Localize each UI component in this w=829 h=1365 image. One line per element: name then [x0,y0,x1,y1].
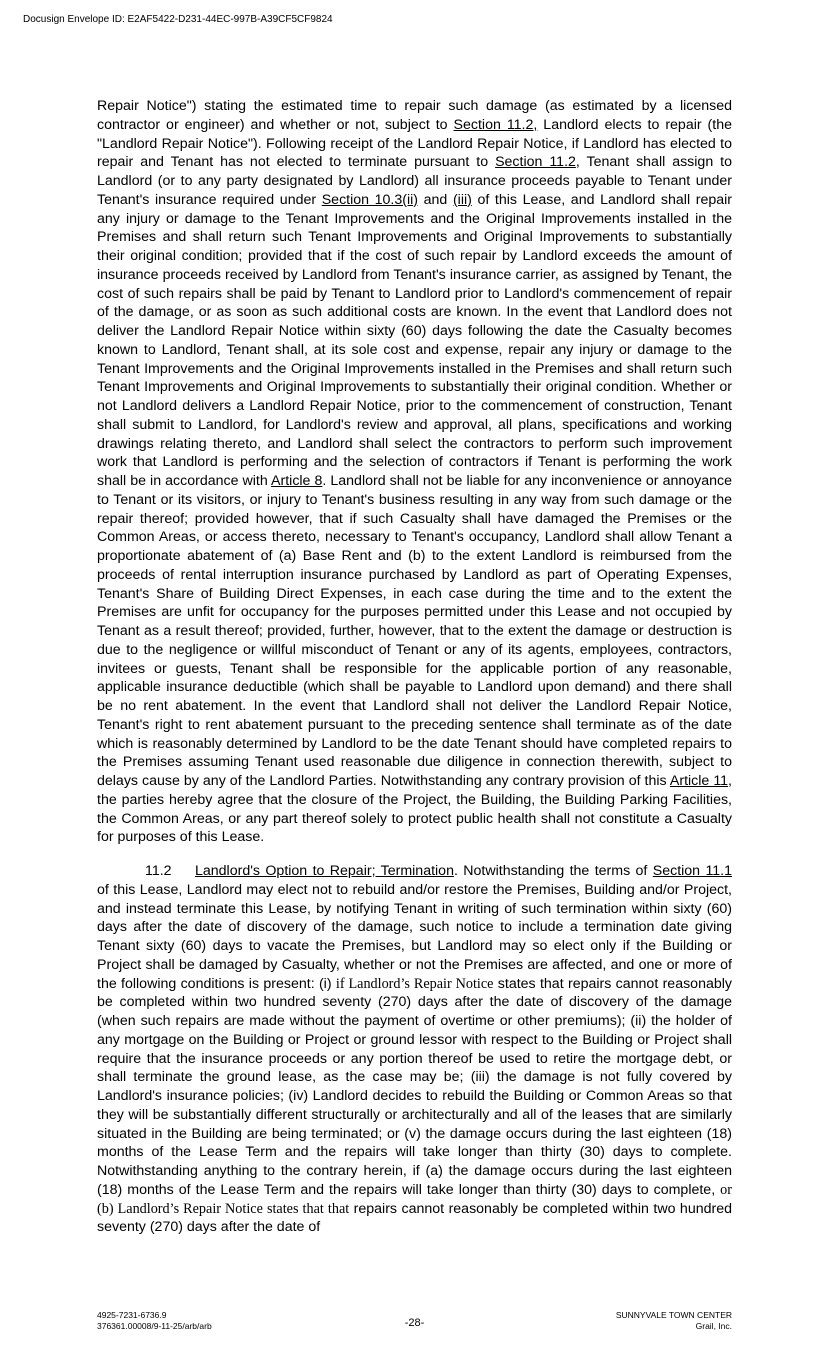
text-run: . Notwithstanding the terms of [453,863,653,879]
text-run-serif: or (b) Landlord’s Repair Notice states that that [97,1181,732,1217]
text-run: , Tenant shall assign to Landlord (or to any party designated by Landlord) all insurance proceeds payable to Tenant under Tenant's insurance required under [97,154,732,208]
section-reference: Section 11.2 [495,154,576,171]
text-run-serif: if Landlord’s Repair Notice [335,975,494,992]
envelope-id: Docusign Envelope ID: E2AF5422-D231-44EC-997B-A39CF5CF9824 [23,14,333,25]
paragraph-11-1-continued [97,97,732,847]
text-run: , the parties hereby agree that the closure of the Project, the Building, the Building Parking Facilities, the Common Areas, or any part thereof solely to protect public health shall not constitute a Casualty for purposes of this Lease. [97,773,732,846]
text-run: Landlord elects to repair (the "Landlord Repair Notice"). Following receipt of the Landlord Repair Notice, if Landlord has elected to repair and Tenant has not elected to terminate pursuant to [97,116,733,171]
section-reference: Section 10.3(ii) [321,191,419,208]
doc-number: 4925-7231-6736.9 [97,1310,167,1320]
project-name: SUNNYVALE TOWN CENTER [615,1310,732,1320]
section-reference: Section 11.2, [453,116,538,133]
text-run: Repair Notice") stating the estimated time to repair such damage (as estimated by a licensed contractor or engineer) and whether or not, subject to [97,98,732,133]
article-reference: Article 11 [669,773,729,789]
tenant-name: Grail, Inc. [695,1321,732,1331]
section-reference: Section 11.1 [652,863,733,879]
doc-ref: 376361.00008/9-11-25/arb/arb [97,1321,212,1331]
text-run: repairs cannot reasonably be completed within two hundred seventy (270) days after the date of [97,1200,732,1236]
section-number: 11.2 [145,863,172,879]
section-reference: (iii) [452,191,472,208]
text-run: . Landlord shall not be liable for any inconvenience or annoyance to Tenant or its visitors, or injury to Tenant's business resulting in any way from such damage or the repair thereof; provided however, that if such Casualty shall have damaged the Premises or the Common Areas, or access thereto, necessary to Tenant's occupancy, Landlord shall allow Tenant a proportionate abatement of (a) Base Rent and (b) to the extent Landlord is reimbursed from the proceeds of rental interruption insurance purchased by Landlord as part of Operating Expenses, Tenant's Share of Building Direct Expenses, in each case during the time and to the extent the Premises are unfit for occupancy for the purposes permitted under this Lease and not occupied by Tenant as a result thereof; provided, further, however, that to the extent the damage or destruction is due to the negligence or willful misconduct of Tenant or any of its agents, employees, contractors, invitees or guests, Tenant shall be responsible for the applicable portion of any reasonable, applicable insurance deductible (which shall be payable to Landlord upon demand) and there shall be no rent abatement. In the event that Landlord shall not deliver the Landlord Repair Notice, Tenant's right to rent abatement pursuant to the preceding sentence shall terminate as of the date which is reasonably determined by Landlord to be the date Tenant should have completed repairs to the Premises assuming Tenant used reasonable due diligence in connection therewith, subject to delays cause by any of the Landlord Parties. Notwithstanding any contrary provision of this [97,473,732,789]
footer-project-info [616,1310,732,1332]
document-body [97,97,732,1237]
text-run: of this Lease, and Landlord shall repair any injury or damage to the Tenant Improvements and the Original Improvements installed in the Premises and shall return such Tenant Improvements and Original Improvements to substantially their original condition; provided that if the cost of such repair by Landlord exceeds the amount of insurance proceeds received by Landlord from Tenant's insurance carrier, as assigned by Tenant, the cost of such repairs shall be paid by Tenant to Landlord prior to Landlord's commencement of repair of the damage, or as soon as such additional costs are known. In the event that Landlord does not deliver the Landlord Repair Notice within sixty (60) days following the date the Casualty becomes known to Landlord, Tenant shall, at its sole cost and expense, repair any injury or damage to the Tenant Improvements and the Original Improvements installed in the Premises and shall return such Tenant Improvements and Original Improvements to substantially their original condition. Whether or not Landlord delivers a Landlord Repair Notice, prior to the commencement of construction, Tenant shall submit to Landlord, for Landlord's review and approval, all plans, specifications and working drawings relating thereto, and Landlord shall select the contractors to perform such improvement work that Landlord is performing and the selection of contractors if Tenant is performing the work shall be in accordance with [97,191,732,489]
text-run: and [418,191,453,208]
text-run: of this Lease, Landlord may elect not to rebuild and/or restore the Premises, Building and/or Project, and instead terminate this Lease, by notifying Tenant in writing of such termination within sixty (60) days after the date of discovery of the damage, such notice to include a termination date giving Tenant sixty (60) days to vacate the Premises, but Landlord may so elect only if the Building or Project shall be damaged by Casualty, whether or not the Premises are affected, and one or more of the following conditions is present: (i) [97,881,732,992]
page-number: -28- [404,1317,425,1329]
article-reference: Article 8 [271,473,323,489]
text-run: states that repairs cannot reasonably be completed within two hundred seventy (270) days after the date of discovery of the damage (when such repairs are made without the payment of overtime or other premiums); (ii) the holder of any mortgage on the Building or Project or ground lessor with respect to the Building or Project shall require that the insurance proceeds or any portion thereof be used to retire the mortgage debt, or shall terminate the ground lease, as the case may be; (iii) the damage is not fully covered by Landlord's insurance policies; (iv) Landlord decides to rebuild the Building or Common Areas so that they will be substantially different structurally or architecturally and all of the leases that are similarly situated in the Building are being terminated; or (v) the damage occurs during the last eighteen (18) months of the Lease Term and the repairs will take longer than thirty (30) days to complete. Notwithstanding anything to the contrary herein, if (a) the damage occurs during the last eighteen (18) months of the Lease Term and the repairs will take longer than thirty (30) days to complete, [97,975,732,1198]
section-heading: Landlord's Option to Repair; Termination [195,863,454,879]
paragraph-11-2 [97,862,732,1237]
